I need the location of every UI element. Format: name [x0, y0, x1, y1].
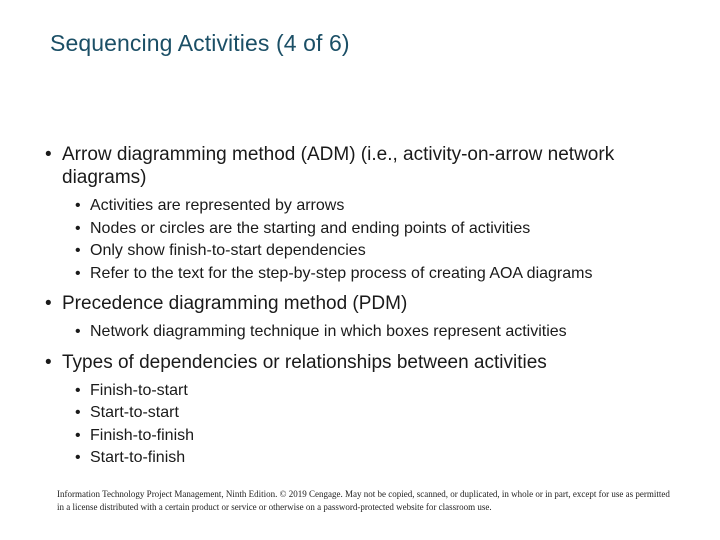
bullet-text: Arrow diagramming method (ADM) (i.e., activity-on-arrow network diagrams) [62, 144, 615, 188]
bullet-icon: • [75, 449, 81, 466]
sub-bullet-list [45, 195, 685, 285]
sub-bullet-item [45, 218, 685, 241]
sub-bullet-text: Refer to the text for the step-by-step process of creating AOA diagrams [90, 264, 593, 282]
sub-bullet-text: Finish-to-start [90, 381, 188, 399]
bullet-text: Precedence diagramming method (PDM) [62, 293, 408, 314]
sub-bullet-item [45, 402, 685, 425]
bullet-point-dependencies [45, 351, 685, 374]
copyright-footer: Information Technology Project Management, Ninth Edition. © 2019 Cengage. May not be copied, scanned, or duplicated, in whole or in part, except for use as permitted in a license distributed with a certain product or service or otherwise on a password-protected website for classroom use. [57, 489, 670, 512]
sub-bullet-list [45, 380, 685, 470]
bullet-icon: • [75, 404, 81, 421]
sub-bullet-text: Only show finish-to-start dependencies [90, 242, 366, 259]
sub-bullet-item [45, 321, 685, 344]
bullet-icon: • [75, 264, 81, 282]
sub-bullet-item [45, 195, 685, 218]
sub-bullet-text: Finish-to-finish [90, 426, 195, 444]
bullet-icon: • [45, 351, 52, 373]
sub-bullet-text: Network diagramming technique in which boxes represent activities [90, 323, 567, 340]
sub-bullet-item [45, 380, 685, 403]
sub-bullet-item [45, 263, 685, 286]
bullet-point-adm [45, 143, 685, 189]
slide-content [45, 143, 685, 470]
sub-bullet-text: Start-to-start [90, 404, 179, 421]
bullet-icon: • [75, 426, 81, 444]
bullet-point-pdm [45, 292, 685, 315]
bullet-icon: • [75, 381, 81, 399]
sub-bullet-text: Nodes or circles are the starting and ending points of activities [90, 219, 531, 237]
bullet-icon: • [45, 144, 52, 165]
slide-title: Sequencing Activities (4 of 6) [50, 30, 350, 56]
sub-bullet-list [45, 321, 685, 344]
bullet-icon: • [75, 197, 81, 214]
sub-bullet-text: Start-to-finish [90, 449, 186, 466]
bullet-icon: • [75, 242, 81, 259]
sub-bullet-item [45, 240, 685, 263]
bullet-text: Types of dependencies or relationships between activities [62, 351, 547, 373]
sub-bullet-item [45, 447, 685, 470]
sub-bullet-text: Activities are represented by arrows [90, 197, 345, 214]
bullet-icon: • [45, 293, 52, 314]
bullet-icon: • [75, 323, 81, 340]
bullet-icon: • [75, 219, 81, 237]
sub-bullet-item [45, 425, 685, 448]
